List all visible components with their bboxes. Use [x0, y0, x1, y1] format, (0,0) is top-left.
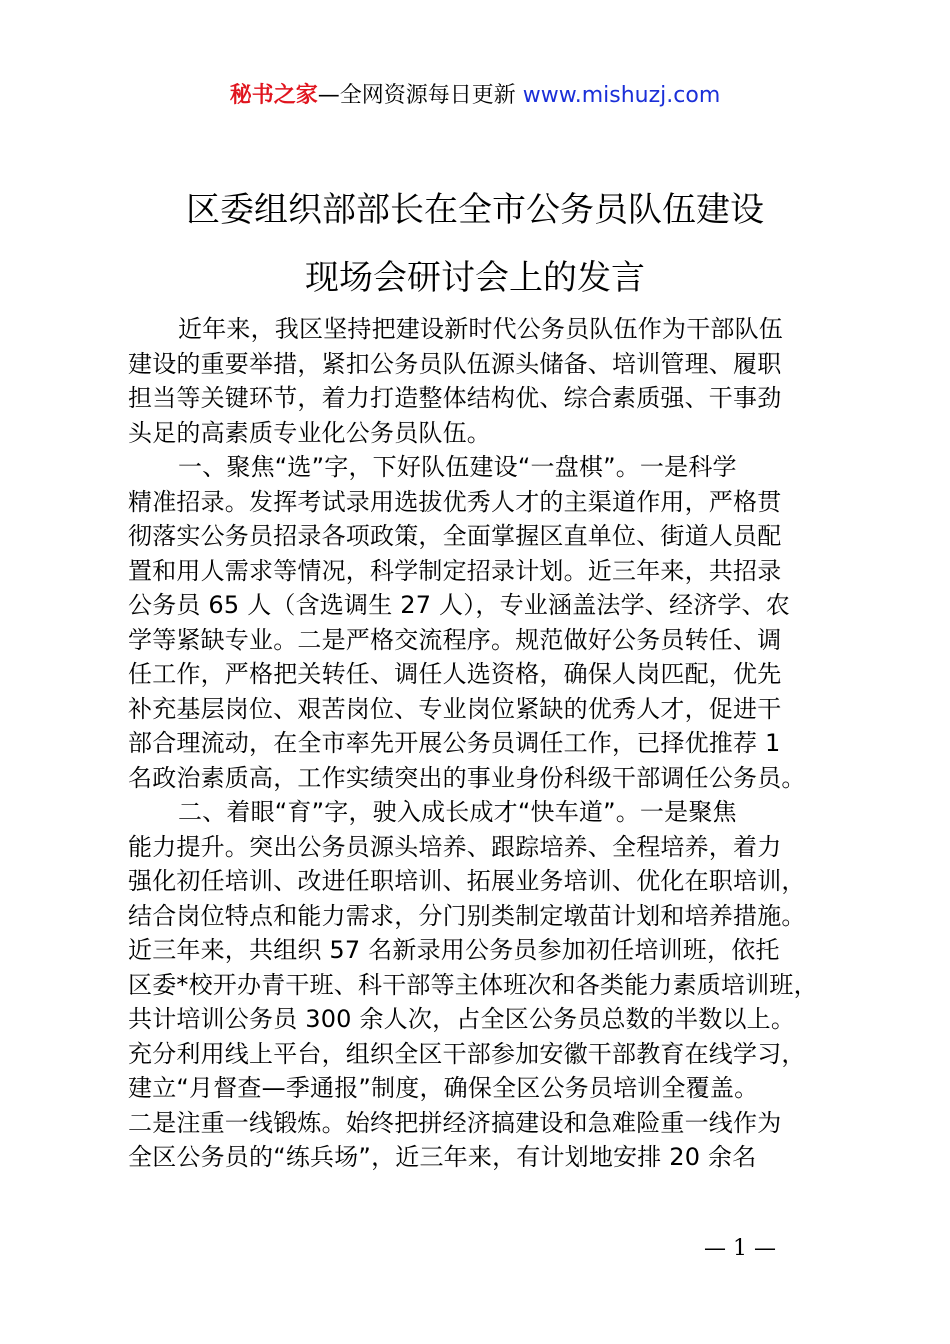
body-line: 部合理流动，在全市率先开展公务员调任工作，已择优推荐 1	[128, 729, 781, 757]
body-line: 补充基层岗位、艰苦岗位、专业岗位紧缺的优秀人才，促进干	[128, 694, 782, 723]
document-body	[128, 312, 838, 1175]
body-line: 担当等关键环节，着力打造整体结构优、综合素质强、干事劲	[128, 384, 782, 412]
body-line: 公务员 65 人（含选调生 27 人），专业涵盖法学、经济学、农	[128, 591, 790, 619]
body-line: 二、着眼“育”字，驶入成长成才“快车道”。一是聚焦	[178, 798, 737, 826]
body-line: 头足的高素质专业化公务员队伍。	[128, 418, 491, 447]
body-line: 近三年来，共组织 57 名新录用公务员参加初任培训班，依托	[128, 936, 780, 964]
body-line: 置和用人需求等情况，科学制定招录计划。近三年来，共招录	[128, 556, 782, 585]
document-title-line-2: 现场会研讨会上的发言	[305, 258, 645, 298]
body-line: 彻落实公务员招录各项政策，全面掌握区直单位、街道人员配	[128, 522, 782, 550]
body-line: 结合岗位特点和能力需求，分门别类制定墩苗计划和培养措施。	[128, 901, 806, 930]
body-line: 一、聚焦“选”字，下好队伍建设“一盘棋”。一是科学	[178, 453, 737, 481]
body-line: 全区公务员的“练兵场”，近三年来，有计划地安排 20 余名	[128, 1143, 757, 1171]
body-line: 能力提升。突出公务员源头培养、跟踪培养、全程培养，着力	[128, 832, 782, 861]
site-url-link[interactable]: www.mishuzj.com	[522, 83, 721, 108]
site-brand: 秘书之家	[229, 83, 318, 108]
body-line: 名政治素质高，工作实绩突出的事业身份科级干部调任公务员。	[128, 763, 806, 792]
body-line: 二是注重一线锻炼。始终把拼经济搞建设和急难险重一线作为	[128, 1108, 782, 1137]
page-number: — 1 —	[704, 1236, 776, 1261]
body-line: 精准招录。发挥考试录用选拔优秀人才的主渠道作用，严格贯	[128, 487, 782, 516]
document-title-line-1: 区委组织部部长在全市公务员队伍建设	[186, 190, 764, 230]
site-tagline: —全网资源每日更新	[317, 83, 523, 108]
site-header	[0, 80, 950, 112]
body-line: 共计培训公务员 300 余人次，占全区公务员总数的半数以上。	[128, 1005, 796, 1033]
body-line: 近年来，我区坚持把建设新时代公务员队伍作为干部队伍	[178, 315, 783, 343]
body-line: 任工作，严格把关转任、调任人选资格，确保人岗匹配，优先	[128, 660, 782, 688]
body-line: 强化初任培训、改进任职培训、拓展业务培训、优化在职培训，	[128, 867, 806, 895]
body-line: 充分利用线上平台，组织全区干部参加安徽干部教育在线学习，	[128, 1039, 806, 1068]
body-line: 建设的重要举措，紧扣公务员队伍源头储备、培训管理、履职	[128, 349, 782, 378]
body-line: 学等紧缺专业。二是严格交流程序。规范做好公务员转任、调	[128, 625, 782, 654]
body-line: 建立“月督查—季通报”制度，确保全区公务员培训全覆盖。	[128, 1074, 759, 1102]
body-line: 区委*校开办青干班、科干部等主体班次和各类能力素质培训班，	[128, 970, 818, 999]
